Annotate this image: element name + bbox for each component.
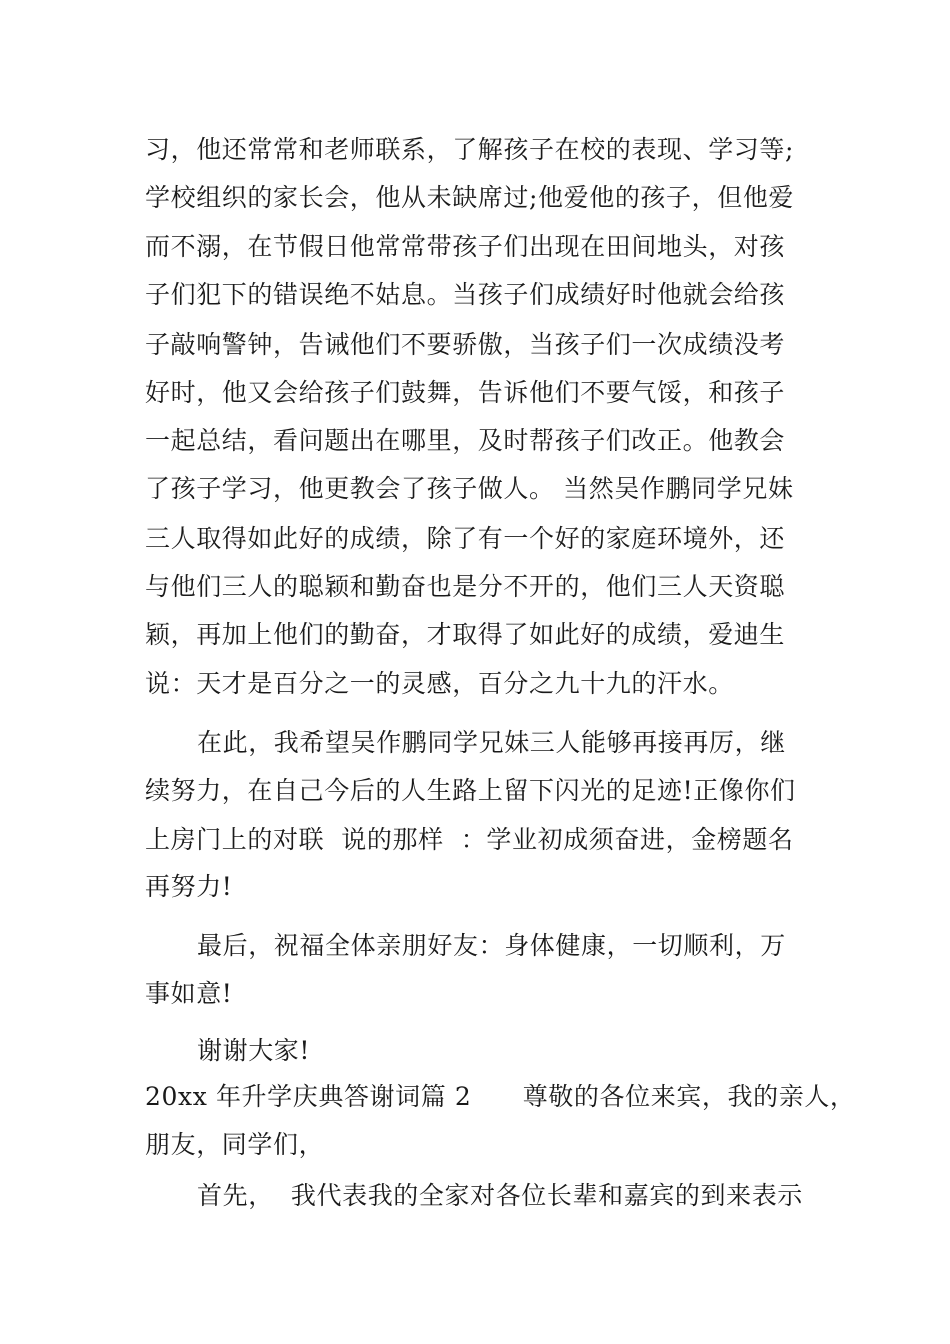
- text-line: 了孩子学习，他更教会了孩子做人。 当然吴作鹏同学兄妹: [145, 474, 794, 503]
- text-line: 子们犯下的错误绝不姑息。当孩子们成绩好时他就会给孩: [145, 280, 786, 309]
- text-line: 续努力，在自己今后的人生路上留下闪光的足迹!正像你们: [145, 776, 796, 805]
- section-heading-line: 20xx 年升学庆典答谢词篇 2 尊敬的各位来宾，我的亲人，: [145, 1082, 856, 1111]
- text-line: 说：天才是百分之一的灵感，百分之九十九的汗水。: [145, 669, 734, 698]
- text-line: 上房门上的对联 说的那样 ：学业初成须奋进，金榜题名: [145, 825, 794, 854]
- text-line: 习，他还常常和老师联系，了解孩子在校的表现、学习等;: [145, 135, 795, 164]
- text-line: 首先， 我代表我的全家对各位长辈和嘉宾的到来表示: [197, 1181, 803, 1210]
- text-line: 学校组织的家长会，他从未缺席过;他爱他的孩子，但他爱: [145, 183, 795, 212]
- text-line: 再努力!: [145, 872, 233, 901]
- text-line: 谢谢大家!: [197, 1036, 311, 1065]
- text-line: 好时，他又会给孩子们鼓舞，告诉他们不要气馁，和孩子: [145, 378, 786, 407]
- text-line: 事如意!: [145, 979, 233, 1008]
- text-line: 在此，我希望吴作鹏同学兄妹三人能够再接再厉，继: [197, 728, 786, 757]
- text-line: 与他们三人的聪颖和勤奋也是分不开的，他们三人天资聪: [145, 572, 786, 601]
- text-line: 三人取得如此好的成绩，除了有一个好的家庭环境外，还: [145, 524, 786, 553]
- text-line: 一起总结，看问题出在哪里，及时帮孩子们改正。他教会: [145, 426, 786, 455]
- text-line: 子敲响警钟，告诫他们不要骄傲，当孩子们一次成绩没考: [145, 330, 786, 359]
- text-line: 颖，再加上他们的勤奋，才取得了如此好的成绩，爱迪生: [145, 620, 786, 649]
- text-line: 朋友，同学们，: [145, 1130, 325, 1159]
- text-line: 最后，祝福全体亲朋好友：身体健康，一切顺利，万: [197, 931, 786, 960]
- text-line: 而不溺，在节假日他常常带孩子们出现在田间地头，对孩: [145, 232, 786, 261]
